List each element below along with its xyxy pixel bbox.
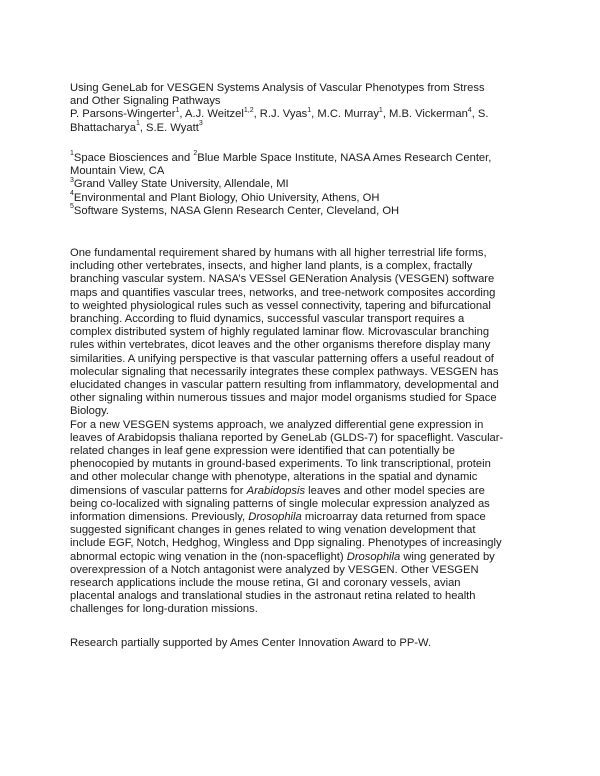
author-name: , S. [471,108,489,121]
author-name: P. Parsons-Wingerter [70,108,176,121]
p1-line: elucidated changes in vascular pattern resulting from inflammatory, developmental and [70,379,499,392]
affil-sup: 1 [70,150,74,158]
p1-line: branching vascular system. NASA’s VESsel GENeration Analysis (VESGEN) software [70,273,495,286]
affiliation-1-cont: Mountain View, CA [70,165,165,178]
paper-title-line-1: Using GeneLab for VESGEN Systems Analysis of Vascular Phenotypes from Stress [70,82,485,94]
p2-text: microarray data returned from space [301,511,486,524]
author-name: , R.J. Vyas [253,108,308,121]
acknowledgement-text: Research partially supported by Ames Center Innovation Award to PP-W. [70,637,432,649]
abstract-body [70,247,532,617]
p1-line: complex distributed system of highly regulated laminar flow. Microvascular branching [70,326,490,339]
p2-text: information dimensions. Previously, [70,511,249,524]
author-name: Bhattacharya [70,121,136,134]
p1-line: maps and quantifies vascular trees, networks, and tree-network composites according [70,286,496,299]
affil-text: Software Systems, NASA Glenn Research Center, Cleveland, OH [73,204,400,217]
p2-line: related changes in leaf gene expression were identified that can potentially be [70,445,455,458]
author-affil-sup: 1 [175,106,180,114]
p2-text: leaves and other model species are [305,484,485,497]
author-affil-sup: 1 [378,106,383,114]
author-affil-sup: 1,2 [243,106,254,114]
p2-line: overexpression of a Notch antagonist were analyzed by VESGEN. Other VESGEN [70,563,479,576]
paper-title-line-2: and Other Signaling Pathways [70,95,221,108]
p2-line: challenges for long-duration missions. [70,603,258,616]
p2-line: suggested significant changes in genes related to wing venation development that [70,524,476,537]
p1-line: similarities. A unifying perspective is that vascular patterning offers a useful readout of [70,352,494,365]
affiliations-block [70,152,532,218]
p2-line: and other molecular change with phenotype, alterations in the spatial and dynamic [70,471,478,484]
p1-line: One fundamental requirement shared by humans with all higher terrestrial life forms, [70,247,487,259]
affil-text: Environmental and Plant Biology, Ohio University, Athens, OH [73,191,380,204]
p2-line: leaves of Arabidopsis thaliana reported by GeneLab (GLDS-7) for spaceflight. Vascular- [70,431,504,444]
p2-line [70,485,532,498]
affil-text: Blue Marble Space Institute, NASA Ames Research Center, [197,152,492,164]
title-authors-block [70,82,532,135]
p2-line [70,511,532,524]
p1-line: Biology. [70,405,109,418]
acknowledgement [70,637,532,650]
affiliation-3 [70,178,532,191]
p2-text: wing generated by [400,550,495,563]
italic-species-name: Drosophila [346,550,401,563]
p2-line: being co-localized with signaling patterns of single molecular expression analyzed as [70,497,490,510]
p2-line: placental analogs and translational studies in the astronaut retina related to health [70,590,476,603]
affiliation-5 [70,205,532,218]
affil-sup: 2 [193,150,198,158]
italic-species-name: Drosophila [248,511,302,524]
author-affil-sup: 1 [135,119,140,127]
author-name: , S.E. Wyatt [139,121,199,134]
p1-line: rules within vertebrates, dicot leaves and the other organisms therefore display many [70,339,491,352]
italic-species-name: Arabidopsis [246,484,306,497]
author-affil-sup: 4 [467,106,472,114]
affil-sup: 4 [70,189,74,197]
paragraph-1 [70,247,532,419]
p1-line: molecular signaling that necessarily integrates these complex pathways. VESGEN has [70,365,499,378]
p1-line: including other vertebrates, insects, and higher land plants, is a complex, fractally [70,260,473,273]
author-name: , M.B. Vickerman [382,108,468,121]
author-list-line-2 [70,119,532,135]
p2-text: abnormal ectopic wing venation in the (non-spaceflight) [70,550,347,563]
p2-line: research applications include the mouse retina, GI and coronary vessels, avian [70,577,461,590]
affiliation-1 [70,152,532,165]
p1-line: other signaling within numerous tissues and major model organisms studied for Space [70,392,497,405]
author-name: , A.J. Weitzel [179,108,244,121]
p2-line: include EGF, Notch, Hedghog, Wingless and Dpp signaling. Phenotypes of increasingly [70,537,502,550]
p2-line [70,551,532,564]
author-affil-sup: 3 [198,119,203,127]
paragraph-2 [70,419,532,617]
author-name: , M.C. Murray [311,108,379,121]
p1-line: branching. According to fluid dynamics, successful vascular transport requires a [70,313,465,326]
affil-sup: 5 [70,203,74,211]
affiliation-4 [70,189,532,205]
p2-line: For a new VESGEN systems approach, we analyzed differential gene expression in [70,418,484,431]
affil-text: Grand Valley State University, Allendale, MI [73,178,289,191]
affil-sup: 3 [70,176,74,184]
p2-line: phenocopied by mutants in ground-based experiments. To link transcriptional, protein [70,458,491,471]
author-affil-sup: 1 [307,106,312,114]
p1-line: to weighted physiological rules such as vessel connectivity, tapering and bifurcational [70,299,491,312]
affil-text: Space Biosciences and [73,152,194,164]
p2-text: dimensions of vascular patterns for [70,484,247,497]
